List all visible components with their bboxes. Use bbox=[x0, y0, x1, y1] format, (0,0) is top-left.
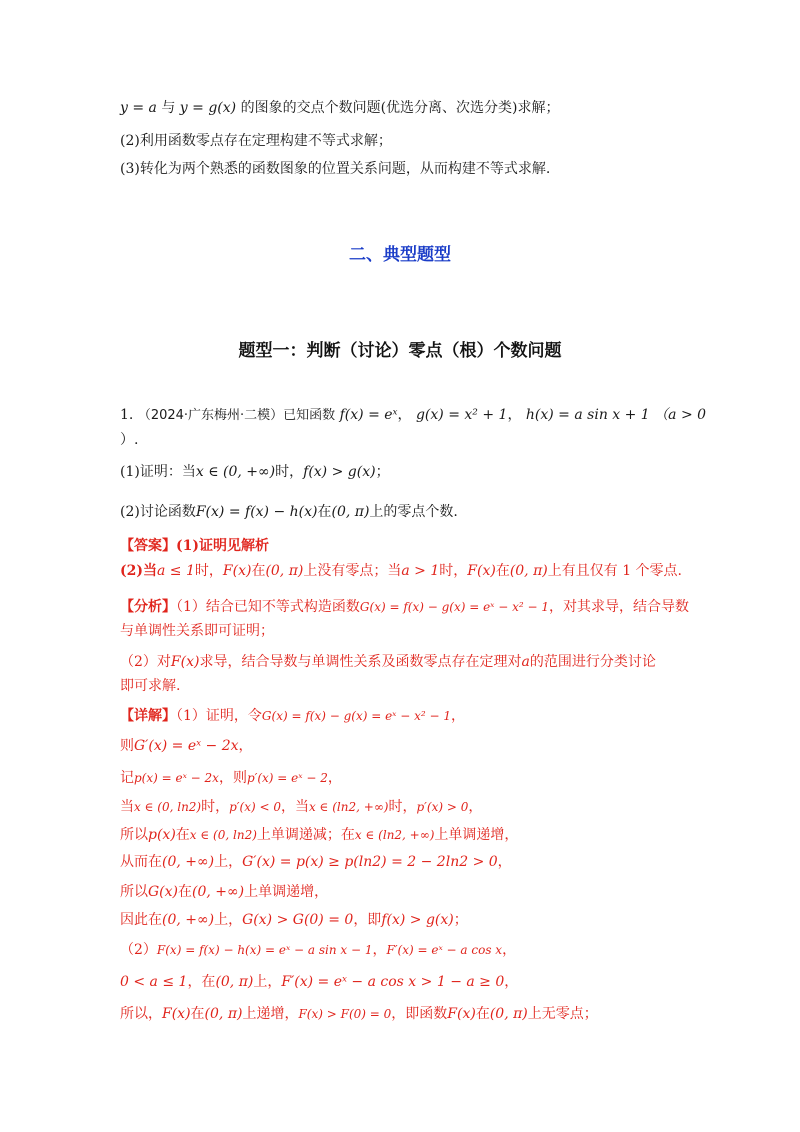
text: ； bbox=[453, 912, 468, 928]
text: 上递增， bbox=[242, 1006, 299, 1022]
text: 因此在 bbox=[120, 912, 162, 928]
analysis-line-3 bbox=[120, 652, 680, 672]
intro-line-3: (3)转化为两个熟悉的函数图象的位置关系问题，从而构建不等式求解. bbox=[120, 161, 551, 177]
math: (0, +∞) bbox=[162, 912, 215, 928]
text: 在 bbox=[475, 1006, 490, 1022]
answer-tag: 【答案】 bbox=[120, 538, 176, 554]
text: ，对其求导，结合导数 bbox=[549, 599, 690, 615]
math: h(x) = a sin x + 1 bbox=[525, 407, 650, 423]
math: （a > 0 bbox=[654, 407, 707, 423]
text: 在 bbox=[251, 563, 266, 579]
text: ， bbox=[397, 407, 412, 423]
math: G(x) = f(x) − g(x) = eˣ − x² − 1 bbox=[261, 709, 452, 723]
math: y = g(x) bbox=[179, 100, 237, 116]
text: 时， bbox=[201, 799, 230, 815]
text: 上单调递增， bbox=[244, 884, 329, 900]
text: 的范围进行分类讨论 bbox=[529, 654, 656, 670]
analysis-line-4: 即可求解. bbox=[120, 678, 181, 694]
text: 求导，结合导数与单调性关系及函数零点存在定理对 bbox=[199, 654, 522, 670]
math: F(x) bbox=[447, 1006, 476, 1022]
math: (0, π) bbox=[509, 563, 548, 579]
text: ， bbox=[502, 942, 517, 958]
math: F(x) bbox=[222, 563, 252, 579]
text: 所以 bbox=[120, 884, 148, 900]
text: ； bbox=[375, 464, 390, 480]
math: 0 < a ≤ 1 bbox=[120, 974, 188, 990]
math: p′(x) > 0 bbox=[416, 800, 469, 814]
text: 的图象的交点个数问题(优选分离、次选分类)求解； bbox=[240, 100, 560, 116]
text: 上没有零点；当 bbox=[303, 563, 402, 579]
detail-line-10 bbox=[120, 972, 680, 992]
text: ， bbox=[504, 974, 519, 990]
detail-line-2 bbox=[120, 736, 680, 756]
text: ， bbox=[507, 407, 522, 423]
text: ， bbox=[468, 799, 483, 815]
text: 上， bbox=[253, 974, 282, 990]
text: 在 bbox=[317, 504, 332, 520]
text: ，在 bbox=[187, 974, 216, 990]
text: （1）结合已知不等式构造函数 bbox=[176, 599, 360, 615]
detail-tag: 【详解】 bbox=[120, 708, 176, 724]
text: ， bbox=[497, 854, 512, 870]
detail-line-1 bbox=[120, 706, 680, 726]
math: F(x) > F(0) = 0 bbox=[298, 1007, 392, 1021]
problem-number: 1. bbox=[120, 407, 134, 423]
math: F′(x) = eˣ − a cos x bbox=[386, 943, 503, 957]
text: ， bbox=[451, 708, 466, 724]
math: p(x) bbox=[148, 827, 176, 843]
math: x ∈ (ln2, +∞) bbox=[308, 800, 389, 814]
text: 记 bbox=[120, 770, 134, 786]
math: G′(x) = p(x) ≥ p(ln2) = 2 − 2ln2 > 0 bbox=[242, 854, 498, 870]
problem-close: ）. bbox=[120, 432, 139, 448]
math: f(x) > g(x) bbox=[303, 464, 376, 480]
math: a bbox=[521, 654, 530, 670]
text: ，则 bbox=[218, 770, 247, 786]
text: ， bbox=[327, 770, 342, 786]
text: 与 bbox=[161, 100, 176, 116]
detail-line-5 bbox=[120, 825, 680, 845]
math: x ∈ (0, ln2) bbox=[189, 828, 257, 842]
text: 所以 bbox=[120, 827, 148, 843]
analysis-line-2: 与单调性关系即可证明； bbox=[120, 623, 274, 639]
math: G(x) = f(x) − g(x) = eˣ − x² − 1 bbox=[359, 600, 550, 614]
math: f(x) = eˣ bbox=[339, 407, 398, 423]
detail-line-4 bbox=[120, 797, 680, 817]
detail-line-11 bbox=[120, 1004, 680, 1024]
intro-line-1 bbox=[120, 98, 680, 118]
math: g(x) = x² + 1 bbox=[415, 407, 508, 423]
text: 上单调递减；在 bbox=[256, 827, 355, 843]
text: (2)讨论函数 bbox=[120, 504, 196, 520]
math: (0, π) bbox=[331, 504, 370, 520]
text: 时， bbox=[439, 563, 468, 579]
text: 则 bbox=[120, 738, 134, 754]
problem-part-2 bbox=[120, 502, 680, 522]
detail-line-8 bbox=[120, 910, 680, 930]
text: ，即 bbox=[353, 912, 382, 928]
text: ， bbox=[238, 738, 253, 754]
math: x ∈ (0, +∞) bbox=[195, 464, 276, 480]
math: (0, π) bbox=[215, 974, 254, 990]
math: F′(x) = eˣ − a cos x > 1 − a ≥ 0 bbox=[281, 974, 505, 990]
math: F(x) bbox=[467, 563, 496, 579]
intro-line-2: (2)利用函数零点存在定理构建不等式求解； bbox=[120, 133, 392, 149]
subsection-title: 题型一：判断（讨论）零点（根）个数问题 bbox=[238, 341, 562, 361]
problem-source: （2024·广东梅州·二模）已知函数 bbox=[137, 408, 336, 423]
text: (1)证明：当 bbox=[120, 464, 196, 480]
math: x ∈ (0, ln2) bbox=[134, 800, 202, 814]
text: 时， bbox=[194, 563, 223, 579]
text: （2）对 bbox=[120, 654, 171, 670]
math: p′(x) = eˣ − 2 bbox=[246, 771, 328, 785]
math: G(x) > G(0) = 0 bbox=[242, 912, 354, 928]
text: 时， bbox=[275, 464, 304, 480]
math: x ∈ (ln2, +∞) bbox=[354, 828, 435, 842]
text: 上无零点； bbox=[527, 1006, 598, 1022]
text: 所以， bbox=[120, 1006, 162, 1022]
text: （1）证明，令 bbox=[176, 708, 262, 724]
analysis-line-1 bbox=[120, 597, 690, 617]
math: (0, π) bbox=[204, 1006, 243, 1022]
problem-statement bbox=[120, 405, 707, 426]
math: F(x) = f(x) − h(x) bbox=[195, 504, 318, 520]
math: F(x) bbox=[170, 654, 200, 670]
text: 上有且仅有 1 个零点. bbox=[547, 563, 683, 579]
math: (0, +∞) bbox=[162, 854, 215, 870]
text: (1)证明见解析 bbox=[176, 538, 269, 554]
math: G′(x) = eˣ − 2x bbox=[134, 738, 239, 754]
text: ， bbox=[372, 942, 387, 958]
math: f(x) > g(x) bbox=[381, 912, 454, 928]
math: y = a bbox=[120, 100, 157, 116]
text: ，当 bbox=[280, 799, 309, 815]
section-title: 二、典型题型 bbox=[349, 245, 451, 265]
text: 从而在 bbox=[120, 854, 162, 870]
text: 时， bbox=[388, 799, 417, 815]
text: 当 bbox=[120, 799, 134, 815]
answer-line-2 bbox=[120, 561, 683, 581]
math: (0, +∞) bbox=[192, 884, 245, 900]
detail-line-9 bbox=[120, 940, 680, 960]
math: F(x) = f(x) − h(x) = eˣ − a sin x − 1 bbox=[156, 943, 373, 957]
math: (0, π) bbox=[265, 563, 304, 579]
math: p′(x) < 0 bbox=[229, 800, 281, 814]
analysis-tag: 【分析】 bbox=[120, 599, 176, 615]
detail-line-7 bbox=[120, 882, 680, 902]
text: (2)当 bbox=[120, 563, 157, 579]
math: p(x) = eˣ − 2x bbox=[134, 771, 219, 785]
text: （2） bbox=[120, 942, 157, 958]
text: 在 bbox=[495, 563, 510, 579]
text: ，即函数 bbox=[391, 1006, 448, 1022]
math: a ≤ 1 bbox=[157, 563, 195, 579]
text: 在 bbox=[178, 884, 193, 900]
math: G(x) bbox=[148, 884, 179, 900]
math: (0, π) bbox=[489, 1006, 528, 1022]
text: 在 bbox=[190, 1006, 205, 1022]
detail-line-3 bbox=[120, 768, 680, 788]
text: 上， bbox=[214, 854, 243, 870]
answer-line-1 bbox=[120, 536, 680, 556]
math: a > 1 bbox=[401, 563, 440, 579]
text: 上单调递增， bbox=[434, 827, 519, 843]
math: F(x) bbox=[162, 1006, 191, 1022]
text: 在 bbox=[175, 827, 190, 843]
problem-part-1 bbox=[120, 462, 680, 482]
detail-line-6 bbox=[120, 852, 680, 872]
text: 上， bbox=[214, 912, 243, 928]
text: 上的零点个数. bbox=[369, 504, 458, 520]
